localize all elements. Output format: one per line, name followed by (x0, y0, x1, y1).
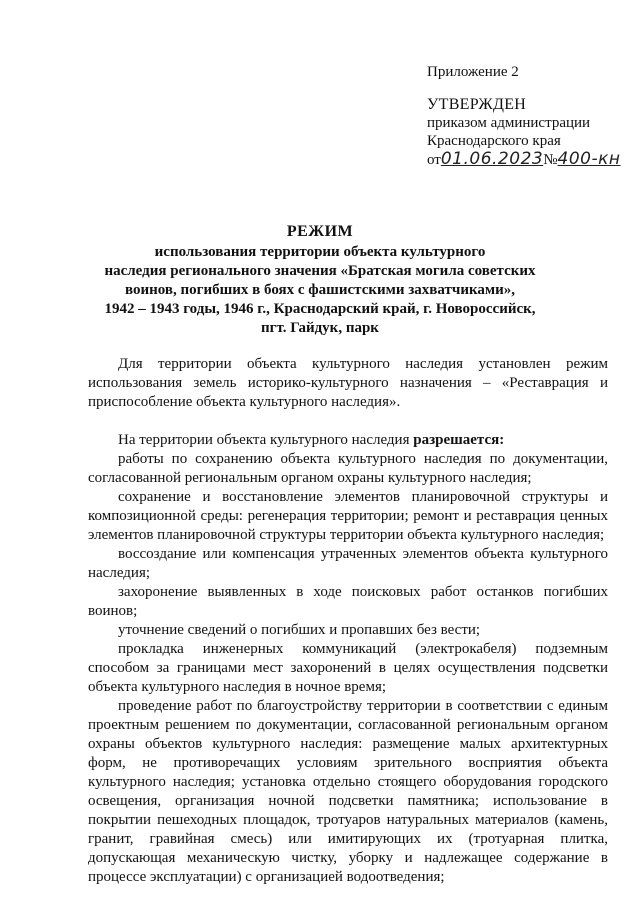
approval-line-1: приказом администрации (427, 115, 591, 131)
document-title (90, 222, 550, 338)
approval-line-2: Краснодарского края (427, 133, 561, 149)
handwritten-number: 400-кн (557, 149, 621, 169)
title-line: наследия регионального значения «Братская могила советских (104, 263, 536, 279)
title-line: использования территории объекта культурного (154, 244, 486, 260)
list-item: работы по сохранению объекта культурного наследия по документации, согласованной региональным органом охраны культурного наследия; (88, 451, 608, 486)
list-item: сохранение и восстановление элементов планировочной структуры и композиционной среды: регенерация территории; ремонт и реставрация ценных элементов планировочной структуры территории объекта культурного наследия; (88, 489, 608, 543)
title-line: 1942 – 1943 годы, 1946 г., Краснодарский край, г. Новороссийск, (104, 301, 536, 317)
date-prefix: от (427, 152, 441, 168)
handwritten-date: 01.06.2023 (440, 149, 544, 169)
title-line: воинов, погибших в боях с фашистскими захватчиками», (125, 282, 515, 298)
list-item: проведение работ по благоустройству территории в соответствии с единым проектным решением по документации, согласованной региональным органом охраны объектов культурного наследия: размещение малых архитектурных форм, не противоречащих условиям зрительного восприятия объекта культурного наследия; установка отдельно стоящего оборудования городского освещения, организация ночной подсветки памятника; использование в покрытии пешеходных площадок, тротуаров натуральных материалов (камень, гранит, гравийная смесь) или имитирующих их (тротуарная плитка, допускающая механическую чистку, уборку и надлежащее содержание в процессе эксплуатации) с организацией водоотведения; (88, 698, 608, 885)
allowed-bold: разрешается: (413, 432, 505, 448)
allowed-heading (88, 431, 608, 450)
approval-date-line (427, 150, 620, 169)
list-item: захоронение выявленных в ходе поисковых работ останков погибших воинов; (88, 584, 608, 619)
list-item: прокладка инженерных коммуникаций (электрокабеля) подземным способом за границами мест захоронений в целях осуществления подсветки объекта культурного наследия в ночное время; (88, 641, 608, 695)
number-prefix: № (543, 152, 558, 168)
title-line: пгт. Гайдук, парк (261, 320, 379, 336)
approval-block (427, 96, 620, 169)
list-item: воссоздание или компенсация утраченных элементов объекта культурного наследия; (88, 546, 608, 581)
intro-paragraph: Для территории объекта культурного наследия установлен режим использования земель историко-культурного назначения – «Реставрация и приспособление объекта культурного наследия». (88, 356, 608, 410)
document-body (88, 355, 608, 887)
list-item: уточнение сведений о погибших и пропавших без вести; (118, 622, 481, 638)
approved-heading: УТВЕРЖДЕН (427, 96, 527, 113)
allowed-prefix: На территории объекта культурного наследия (118, 432, 414, 448)
appendix-label: Приложение 2 (427, 64, 519, 80)
title-main: РЕЖИМ (286, 223, 354, 240)
